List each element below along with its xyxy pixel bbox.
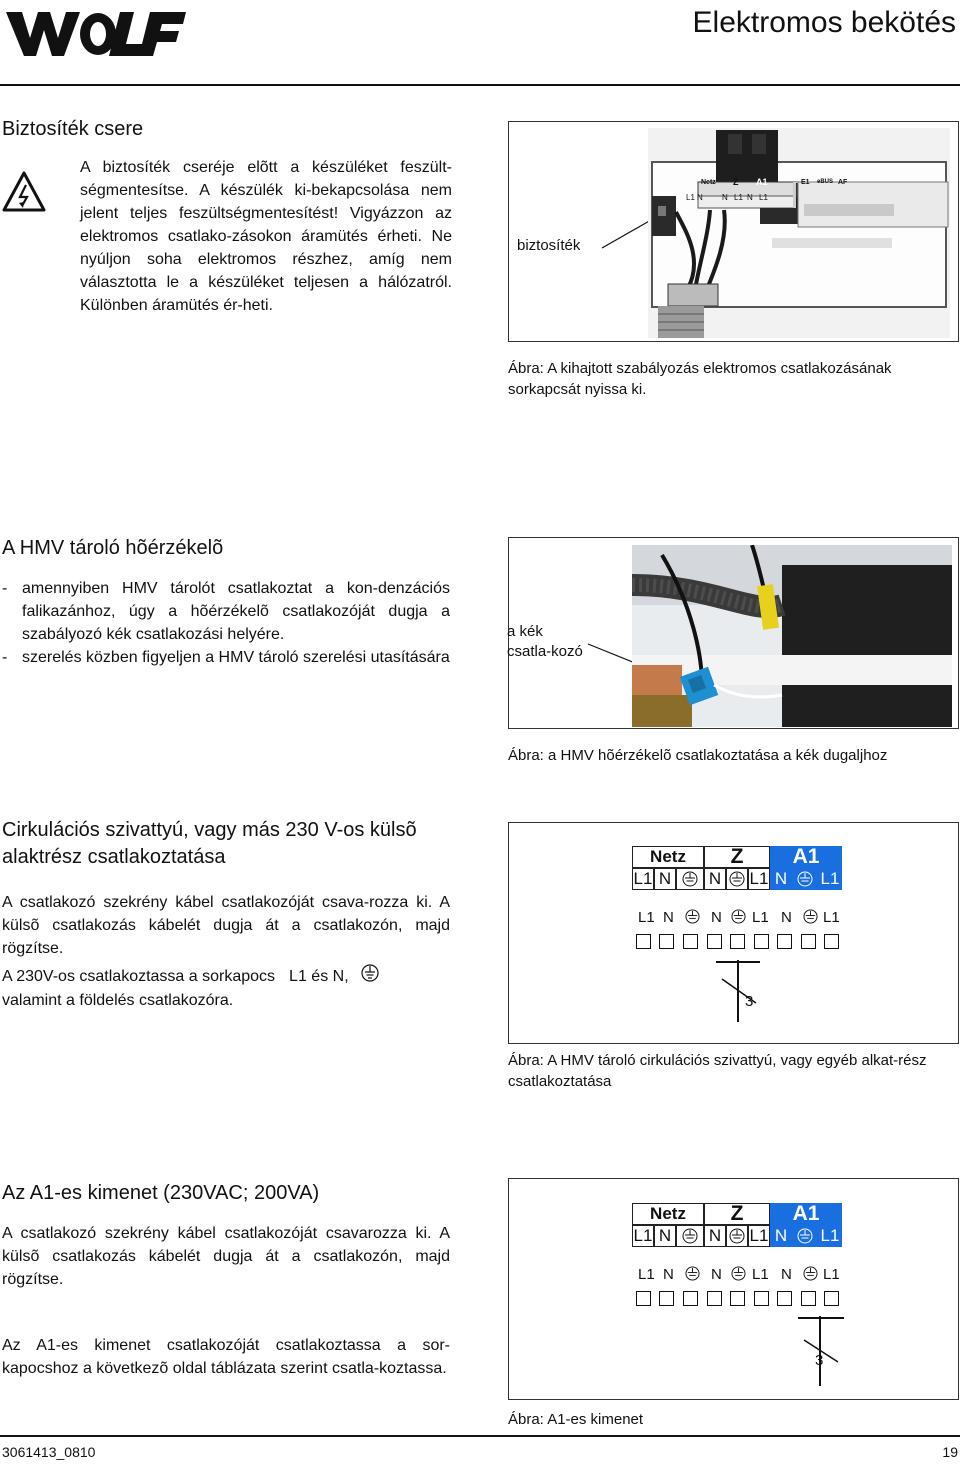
- earth-symbol-icon: [729, 1228, 745, 1244]
- photo-label-l1-c: L1: [759, 193, 768, 202]
- term-l1: L1: [749, 869, 769, 888]
- hmv-bullet-1-text: amennyiben HMV tárolót csatlakoztat a kon-denzációs falikazánhoz, úgy a hõérzékelõ csatlakozóját dugja a szabályozó kék csatlakozási helyére.: [22, 580, 450, 643]
- terminal-slot: [754, 1291, 769, 1306]
- term-l1: L1: [633, 1226, 653, 1245]
- term-earth: [676, 868, 704, 890]
- term-earth: [792, 868, 818, 890]
- terminal-slot: [659, 934, 674, 949]
- cable-count-label: 3: [815, 1352, 824, 1369]
- hmv-figure-label: a kék csatla-kozó: [507, 623, 583, 660]
- circ-terminal-header: [632, 846, 842, 890]
- terminal-slot: [777, 1291, 792, 1306]
- term-l1: L1: [818, 1225, 842, 1247]
- photo-label-l1-b: L1: [734, 193, 743, 202]
- earth-symbol-icon: [731, 1266, 746, 1286]
- plug-label-n: N: [711, 909, 722, 926]
- terminal-slot: [824, 1291, 839, 1306]
- earth-symbol-icon: [682, 1228, 698, 1244]
- photo-label-ebus: eBUS: [817, 179, 834, 185]
- circ-text-2: [2, 964, 450, 1012]
- earth-symbol-icon: [803, 909, 818, 929]
- terminal-slot: [707, 1291, 722, 1306]
- bullet-dash: -: [2, 580, 8, 597]
- term-earth: [792, 1225, 818, 1247]
- hmv-bullet-2-text: szerelés közben figyeljen a HMV tároló szerelési utasítására: [22, 649, 450, 666]
- circ-text-2b: L1 és N,: [289, 968, 349, 985]
- photo-label-n-a: N: [697, 193, 703, 202]
- hmv-bullet-2: [2, 646, 450, 669]
- terminal-slot: [754, 934, 769, 949]
- photo-label-n-c: N: [747, 193, 753, 202]
- circ-caption: Ábra: A HMV tároló cirkulációs szivattyú, vagy egyéb alkat-rész csatlakoztatása: [508, 1052, 927, 1090]
- term-n: N: [654, 1225, 676, 1247]
- page-number: 19: [942, 1444, 958, 1460]
- term-n: N: [770, 868, 792, 890]
- group-netz: Netz: [632, 846, 704, 868]
- plug-label-l1: L1: [823, 1266, 840, 1283]
- earth-symbol-icon: [803, 1266, 818, 1286]
- circ-heading: Cirkulációs szivattyú, vagy más 230 V-os külsõ alaktrész csatlakoztatása: [2, 819, 417, 868]
- term-earth: [676, 1225, 704, 1247]
- photo-label-z: Z: [733, 177, 739, 187]
- terminal-slot: [707, 934, 722, 949]
- hmv-heading: A HMV tároló hõérzékelõ: [2, 537, 224, 559]
- term-earth: [726, 868, 748, 890]
- terminal-slot: [801, 934, 816, 949]
- plug-label-l1: L1: [823, 909, 840, 926]
- terminal-slot: [636, 934, 651, 949]
- term-n: N: [704, 1225, 726, 1247]
- term-l1: L1: [633, 869, 653, 888]
- group-netz: Netz: [632, 1203, 704, 1225]
- group-z: Z: [704, 846, 770, 868]
- a1-caption: Ábra: A1-es kimenet: [508, 1411, 644, 1428]
- term-earth: [726, 1225, 748, 1247]
- plug-label-n: N: [711, 1266, 722, 1283]
- earth-symbol-icon: [731, 909, 746, 929]
- terminal-slot: [824, 934, 839, 949]
- photo-label-n-b: N: [722, 193, 728, 202]
- term-l1: L1: [818, 868, 842, 890]
- circ-text-1: A csatlakozó szekrény kábel csatlakozóját csava-rozza ki. A külsõ csatlakozás kábelét dugja át a csatlakozón, majd rögzítse.: [2, 894, 450, 957]
- term-n: N: [704, 868, 726, 890]
- plug-label-n: N: [663, 1266, 674, 1283]
- terminal-slot: [801, 1291, 816, 1306]
- terminal-slot: [730, 934, 745, 949]
- doc-code: 3061413_0810: [2, 1444, 96, 1460]
- terminal-slot: [636, 1291, 651, 1306]
- plug-label-l1: L1: [638, 909, 655, 926]
- terminal-slot: [659, 1291, 674, 1306]
- photo-label-a1: A1: [756, 177, 768, 187]
- plug-label-l1: L1: [752, 909, 769, 926]
- earth-symbol-icon: [729, 871, 745, 887]
- control-box-photo: [648, 128, 950, 338]
- hmv-bullet-list: [2, 577, 450, 669]
- fuse-heading: Biztosíték csere: [2, 118, 144, 140]
- a1-heading: Az A1-es kimenet (230VAC; 200VA): [2, 1182, 320, 1204]
- term-n: N: [770, 1225, 792, 1247]
- terminal-slot: [683, 1291, 698, 1306]
- earth-symbol-icon: [797, 871, 813, 887]
- group-a1: A1: [770, 846, 842, 868]
- cable-count-label: 3: [745, 993, 754, 1010]
- page-title: Elektromos bekötés: [692, 6, 956, 39]
- fuse-text: A biztosíték cseréje elõtt a készüléket feszült-ségmentesítse. A készülék ki-bekapcsolása nem jelent teljes feszültségmentesítést! Vigyázzon az elektromos csatlako-zásokon áramütés érheti. Ne nyúljon soha elektromos részhez, amíg nem választotta le a készüléket teljesen a hálózatról. Különben áramütés ér-heti.: [80, 159, 452, 314]
- terminal-slot: [683, 934, 698, 949]
- plug-label-l1: L1: [752, 1266, 769, 1283]
- wolf-logo: [0, 0, 192, 60]
- term-n: N: [654, 868, 676, 890]
- fuse-figure-label: biztosíték: [517, 237, 581, 254]
- photo-label-e1: E1: [801, 179, 810, 186]
- group-z: Z: [704, 1203, 770, 1225]
- footer-rule: [0, 1435, 960, 1437]
- circ-text-2c: valamint a földelés csatlakozóra.: [2, 992, 234, 1009]
- plug-label-n: N: [663, 909, 674, 926]
- sensor-cable-photo: [632, 545, 952, 727]
- earth-symbol-icon: [682, 871, 698, 887]
- earth-symbol-icon: [685, 1266, 700, 1286]
- earth-symbol-icon: [685, 909, 700, 929]
- group-a1: A1: [770, 1203, 842, 1225]
- circ-text-2a: A 230V-os csatlakoztassa a sorkapocs: [2, 968, 276, 985]
- fuse-caption: Ábra: A kihajtott szabályozás elektromos csatlakozásának sorkapcsát nyissa ki.: [508, 360, 892, 398]
- photo-label-l1-a: L1: [686, 193, 695, 202]
- a1-terminal-header: [632, 1203, 842, 1247]
- plug-label-n: N: [781, 909, 792, 926]
- hmv-caption: Ábra: a HMV hõérzékelõ csatlakoztatása a kék dugaljhoz: [508, 747, 888, 764]
- earth-symbol-icon: [361, 964, 379, 989]
- a1-text-1: A csatlakozó szekrény kábel csatlakozóját csavarozza ki. A külsõ csatlakozás kábelét dugja át a csatlakozón, majd rögzítse.: [2, 1225, 450, 1288]
- photo-label-netz: Netz: [701, 179, 716, 186]
- term-l1: L1: [749, 1226, 769, 1245]
- bullet-dash: -: [2, 649, 8, 666]
- high-voltage-warning-icon: [2, 170, 46, 214]
- plug-label-l1: L1: [638, 1266, 655, 1283]
- photo-label-af: AF: [838, 179, 848, 186]
- hmv-bullet-1: [2, 577, 450, 646]
- terminal-slot: [730, 1291, 745, 1306]
- terminal-slot: [777, 934, 792, 949]
- header-rule: [0, 84, 960, 86]
- a1-text-2: Az A1-es kimenet csatlakozóját csatlakoztassa a sor-kapocshoz a következõ oldal táblázata szerint csatla-koztassa.: [2, 1337, 450, 1377]
- plug-label-n: N: [781, 1266, 792, 1283]
- earth-symbol-icon: [797, 1228, 813, 1244]
